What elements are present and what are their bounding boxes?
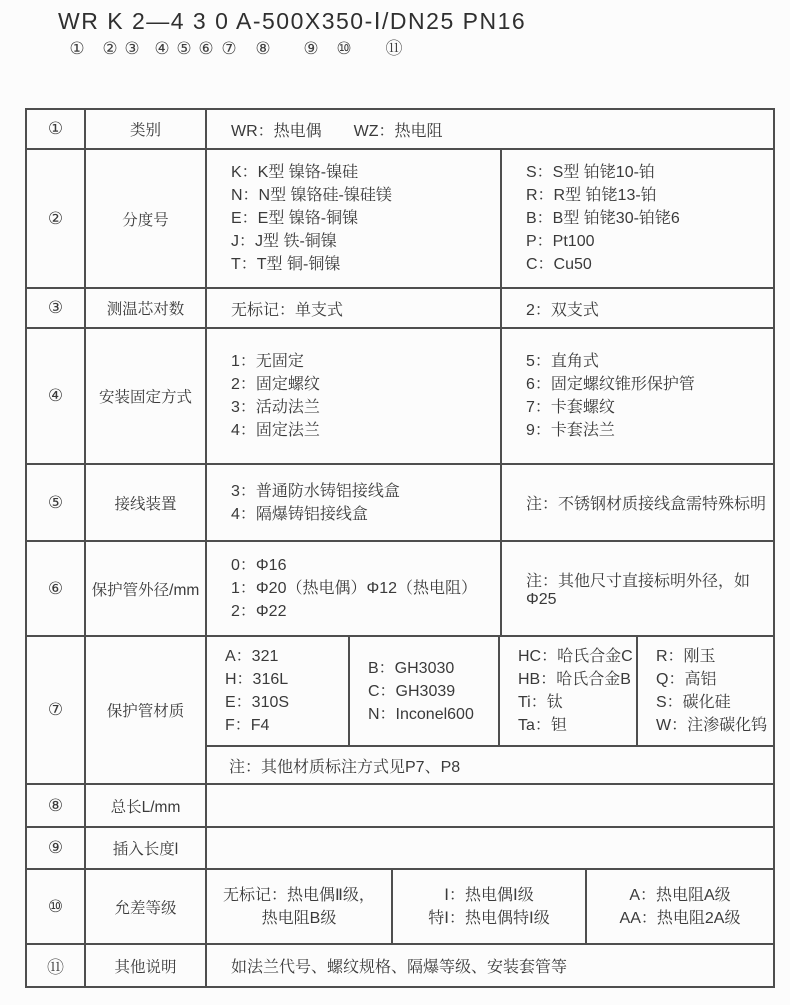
table-row-category [27, 110, 773, 150]
cell-junction-left: 3：普通防水铸铝接线盒 4：隔爆铸铝接线盒 [207, 465, 502, 540]
row-number: ② [27, 150, 86, 287]
cell-material-col2: B：GH3030 C：GH3039 N：Inconel600 [350, 637, 500, 745]
row-number: ⑤ [27, 465, 86, 540]
cell-mounting-left: 1：无固定 2：固定螺纹 3：活动法兰 4：固定法兰 [207, 329, 502, 463]
cell-material-col4: R：刚玉 Q：高铝 S：碳化硅 W：注渗碳化钨 [656, 648, 768, 734]
position-markers [0, 38, 790, 62]
selection-table [25, 108, 775, 988]
cell-material-col1: A：321 H：316L E：310S F：F4 [207, 637, 350, 745]
row-number: ⑨ [27, 828, 86, 868]
row-number: ① [27, 110, 86, 148]
position-marker-1: ① [69, 39, 85, 58]
cell-tolerance-col2: Ⅰ：热电偶Ⅰ级 特Ⅰ：热电偶特Ⅰ级 [393, 870, 587, 943]
material-columns-wrap [207, 637, 773, 783]
row-label: 安装固定方式 [86, 329, 207, 463]
table-row-total-length [27, 785, 773, 828]
cell-tolerance-col1: 无标记：热电偶Ⅱ级， 热电阻B级 [207, 870, 393, 943]
cell-material-col3: HC：哈氏合金C HB：哈氏合金B Ti：钛 Ta：钽 [500, 637, 638, 745]
position-marker-3: ③ [124, 39, 140, 58]
position-marker-8: ⑧ [255, 39, 271, 58]
row-label: 分度号 [86, 150, 207, 287]
position-marker-7: ⑦ [221, 39, 237, 58]
cell-tolerance-col3: A：热电阻A级 AA：热电阻2A级 [619, 886, 741, 927]
row-number: ⑩ [27, 870, 86, 943]
position-marker-9: ⑨ [303, 39, 319, 58]
table-row-core-count [27, 289, 773, 329]
table-row-other-notes [27, 945, 773, 986]
table-row-mounting [27, 329, 773, 465]
material-columns [207, 637, 773, 747]
row-number: ⑦ [27, 637, 86, 783]
row-label: 测温芯对数 [86, 289, 207, 327]
table-row-insertion-length [27, 828, 773, 870]
table-row-junction-box [27, 465, 773, 542]
position-marker-4: ④ [154, 39, 170, 58]
cell-insertion-length [207, 828, 773, 868]
position-marker-2: ② [102, 39, 118, 58]
row-label: 保护管材质 [86, 637, 207, 783]
row-label: 插入长度l [86, 828, 207, 868]
cell-mounting-right: 5：直角式 6：固定螺纹锥形保护管 7：卡套螺纹 9：卡套法兰 [526, 353, 695, 439]
cell-junction-note: 注：不锈钢材质接线盒需特殊标明 [526, 496, 767, 513]
cell-category-options: WR：热电偶 WZ：热电阻 [231, 122, 443, 140]
cell-diameter-note: 注：其他尺寸直接标明外径，如Φ25 [526, 573, 751, 608]
row-number: ⑪ [27, 945, 86, 986]
cell-graduation-right: S：S型 铂铑10-铂 R：R型 铂铑13-铂 B：B型 铂铑30-铂铑6 P：Pt100 C：Cu50 [526, 164, 680, 273]
cell-other-notes: 如法兰代号、螺纹规格、隔爆等级、安装套管等 [231, 959, 568, 976]
row-number: ③ [27, 289, 86, 327]
cell-core-right: 2：双支式 [526, 301, 599, 319]
row-number: ⑥ [27, 542, 86, 635]
cell-total-length [207, 785, 773, 826]
model-code: WR K 2—4 3 0 A-500X350-Ⅰ/DN25 PN16 [58, 8, 527, 34]
position-marker-10: ⑩ [336, 39, 352, 58]
table-row-tube-diameter [27, 542, 773, 637]
cell-material-note: 注：其他材质标注方式见P7、P8 [229, 758, 461, 776]
table-row-tube-material [27, 637, 773, 785]
row-number: ④ [27, 329, 86, 463]
row-label: 接线装置 [86, 465, 207, 540]
row-label: 其他说明 [86, 945, 207, 986]
row-label: 允差等级 [86, 870, 207, 943]
row-label: 总长L/mm [86, 785, 207, 826]
position-marker-5: ⑤ [176, 39, 192, 58]
row-number: ⑧ [27, 785, 86, 826]
cell-core-left: 无标记：单支式 [207, 289, 502, 327]
row-label: 类别 [86, 110, 207, 148]
cell-graduation-left: K：K型 镍铬-镍硅 N：N型 镍铬硅-镍硅镁 E：E型 镍铬-铜镍 J：J型 铁-铜镍 T：T型 铜-铜镍 [207, 150, 502, 287]
table-row-tolerance-class [27, 870, 773, 945]
position-marker-11: ⑪ [385, 39, 403, 58]
cell-diameter-left: 0：Φ16 1：Φ20（热电偶）Φ12（热电阻） 2：Φ22 [207, 542, 502, 635]
position-marker-6: ⑥ [198, 39, 214, 58]
table-row-graduation [27, 150, 773, 289]
row-label: 保护管外径/mm [86, 542, 207, 635]
